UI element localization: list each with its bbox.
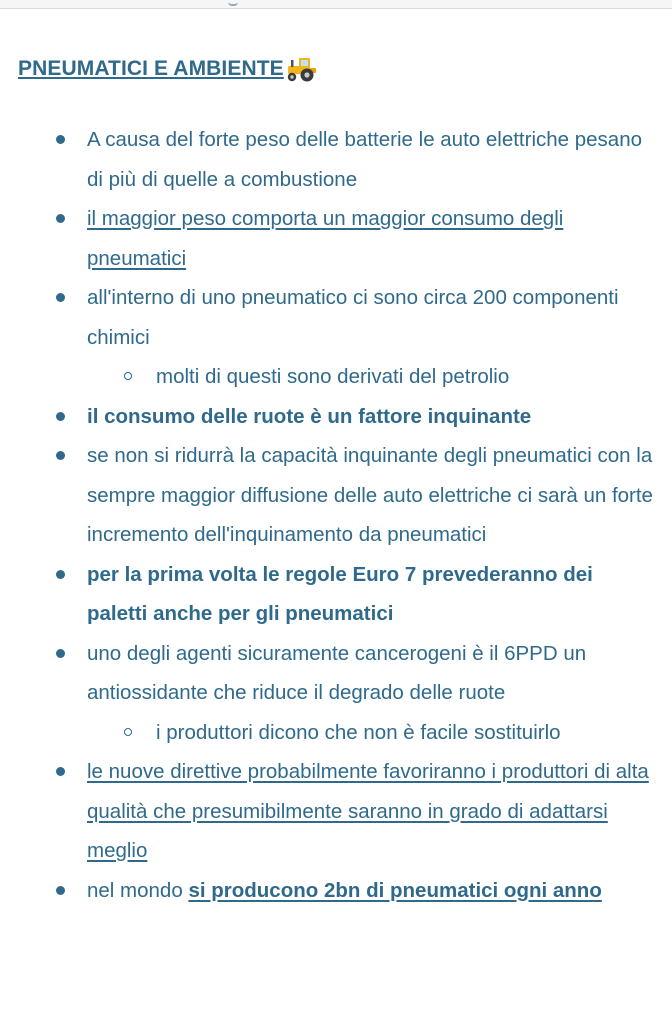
heading-text: PNEUMATICI E AMBIENTE [18, 57, 284, 80]
item-text: all'interno di uno pneumatico ci sono circa 200 componenti chimici [87, 286, 619, 349]
toolbar-sliver [228, 0, 238, 6]
sub-list [87, 357, 658, 397]
list-item [0, 436, 672, 555]
list-item [0, 278, 672, 397]
item-text-bold: per la prima volta le regole Euro 7 prevederanno dei paletti anche per gli pneumatici [87, 562, 593, 625]
list-item[interactable] [0, 752, 672, 871]
list-item[interactable] [0, 199, 672, 278]
top-toolbar-edge [0, 0, 672, 9]
item-text: se non si ridurrà la capacità inquinante degli pneumatici con la sempre maggior diffusione delle auto elettriche ci sarà un forte incremento dell'inquinamento da pneumatici [87, 444, 653, 546]
tractor-icon [286, 56, 320, 82]
sub-list [87, 713, 658, 753]
sub-list-item [87, 357, 658, 397]
list-item [0, 555, 672, 634]
item-text: nel mondo [87, 878, 189, 902]
list-item [0, 397, 672, 437]
item-link[interactable]: il maggior peso comporta un maggior consumo degli pneumatici [87, 207, 564, 270]
list-item [0, 871, 672, 911]
section-heading [18, 56, 320, 82]
item-text: A causa del forte peso delle batterie le auto elettriche pesano di più di quelle a combustione [87, 128, 643, 191]
list-item [0, 634, 672, 753]
bullet-list [0, 120, 672, 910]
sub-item-text: molti di questi sono derivati del petrolio [156, 365, 510, 388]
sub-item-text: i produttori dicono che non è facile sostituirlo [156, 720, 561, 744]
item-text-bold: il consumo delle ruote è un fattore inquinante [87, 404, 532, 428]
item-text: uno degli agenti sicuramente cancerogeni è il 6PPD un antiossidante che riduce il degrado delle ruote [87, 641, 587, 704]
item-link[interactable]: le nuove direttive probabilmente favoriranno i produttori di alta qualità che presumibilmente saranno in grado di adattarsi meglio [87, 760, 649, 862]
sub-list-item [87, 713, 658, 753]
list-item [0, 120, 672, 199]
item-link-bold[interactable]: si producono 2bn di pneumatici ogni anno [188, 878, 602, 902]
